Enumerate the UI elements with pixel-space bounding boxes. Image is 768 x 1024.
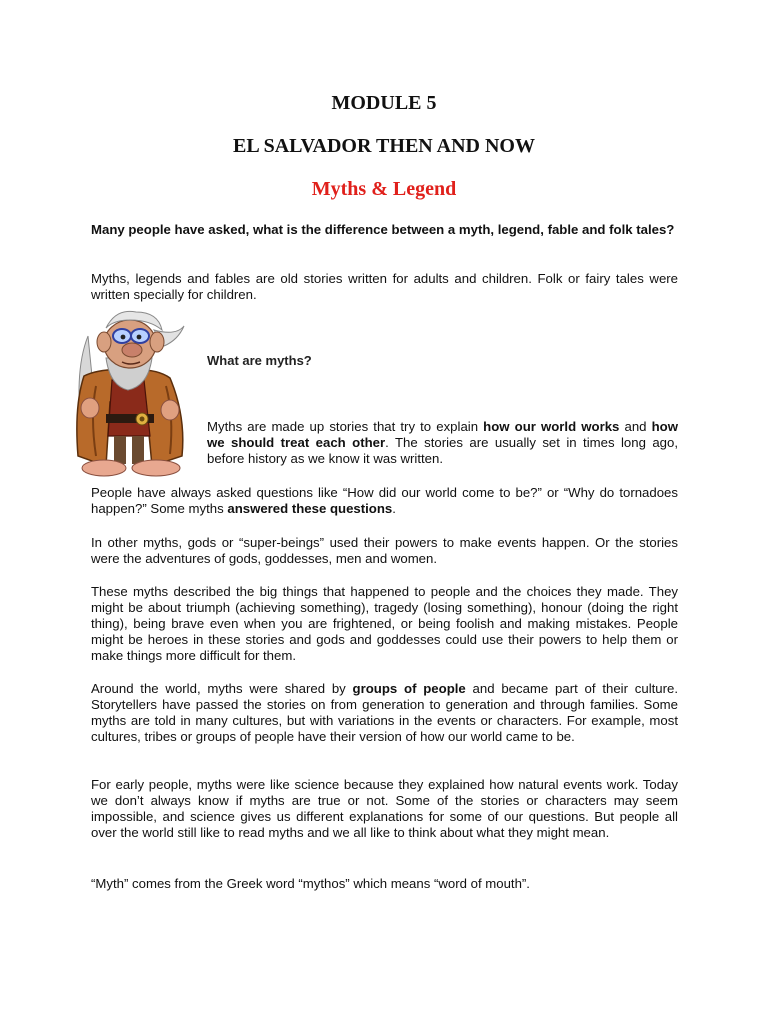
text-segment: Around the world, myths were shared by <box>91 681 353 696</box>
bold-phrase: how our world works <box>483 419 620 434</box>
module-title: MODULE 5 <box>331 92 437 114</box>
paragraph-mythos: “Myth” comes from the Greek word “mythos” which means “word of mouth”. <box>91 876 530 891</box>
text-segment: People have always asked questions like “How did our world come to be?” or “Why do tornadoes happen?” Some myths <box>91 485 678 516</box>
paragraph-science: For early people, myths were like science because they explained how natural events work. Today we don’t always know if myths are true or not. Some of the stories or characters may seem impossible, and science gives us different explanations for some of our questions. But people all over the world still like to read myths and we all like to think about what they might mean. <box>91 777 678 840</box>
paragraph-around-the-world <box>91 681 678 745</box>
paragraph-big-things: These myths described the big things that happened to people and the choices they made. They might be about triumph (achieving something), tragedy (losing something), honour (doing the right thing), being brave even when you are frightened, or being foolish and making mistakes. People might be heroes in these stories and gods and goddesses could use their powers to help them or make things more difficult for them. <box>91 584 678 663</box>
paragraph-gods: In other myths, gods or “super-beings” used their powers to make events happen. Or the stories were the adventures of gods, goddesses, men and women. <box>91 535 678 566</box>
text-segment: and <box>619 419 652 434</box>
subheading-what-are-myths: What are myths? <box>207 353 312 368</box>
text-segment: and became part of their culture. Storytellers have passed the stories on from generation to generation and through families. Some myths are told in many cultures, but with variations in the events or characters. For example, most cultures, tribes or groups of people have their version of how our world came to be. <box>91 681 679 744</box>
page-title: EL SALVADOR THEN AND NOW <box>233 135 535 157</box>
paragraph-intro: Myths, legends and fables are old stories written for adults and children. Folk or fairy tales were written specially for children. <box>91 271 678 302</box>
old-wizard-troll-illustration-icon <box>66 306 190 478</box>
bold-phrase: groups of people <box>352 681 466 696</box>
section-title: Myths & Legend <box>311 178 457 200</box>
paragraph-myths-definition <box>207 419 678 467</box>
bold-phrase: how we should treat each other <box>207 419 678 450</box>
paragraph-questions <box>91 485 678 517</box>
text-segment: . The stories are usually set in times long ago, before history as we know it was written. <box>207 435 678 466</box>
text-segment: Myths are made up stories that try to explain <box>207 419 484 434</box>
intro-question: Many people have asked, what is the difference between a myth, legend, fable and folk tales? <box>91 222 675 237</box>
text-segment: . <box>392 501 396 516</box>
bold-phrase: answered these questions <box>227 501 393 516</box>
